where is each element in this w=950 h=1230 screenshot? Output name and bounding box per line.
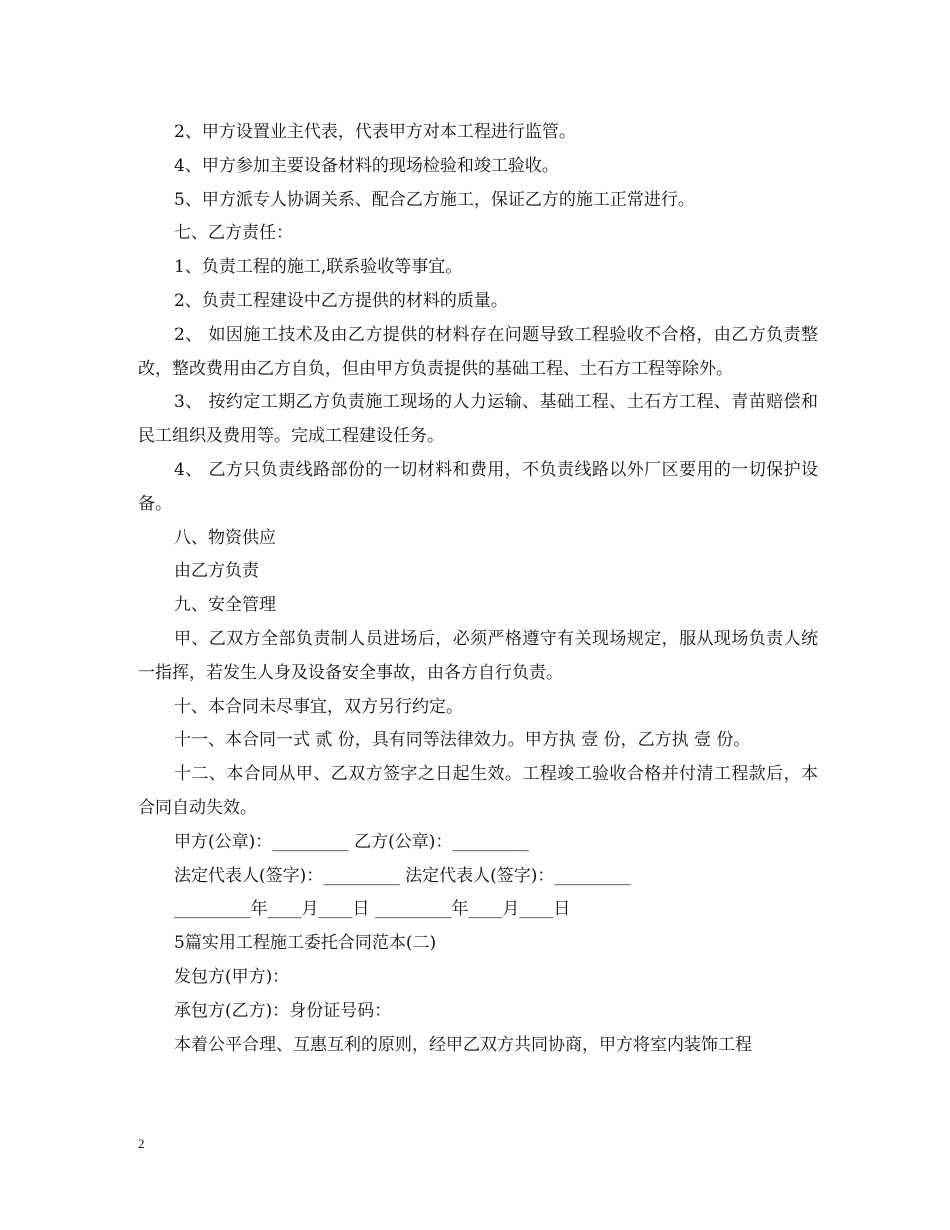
page-number: 2 (138, 1136, 145, 1151)
party-b-line: 承包方(乙方)：身份证号码： (174, 1000, 392, 1021)
paragraph: 2、 如因施工技术及由乙方提供的材料存在问题导致工程验收不合格，由乙方负责整改，整改费用由乙方自负，但由甲方负责提供的基础工程、土石方工程等除外。 (138, 324, 818, 379)
paragraph: 十二、本合同从甲、乙双方签字之日起生效。工程竣工验收合格并付清工程款后，本合同自动失效。 (138, 764, 818, 818)
paragraph: 2、负责工程建设中乙方提供的材料的质量。 (174, 290, 508, 311)
signature-line: 法定代表人(签字)：_________ 法定代表人(签字)：_________ (174, 865, 631, 886)
paragraph: 十一、本合同一式 贰 份，具有同等法律效力。甲方执 壹 份，乙方执 壹 份。 (174, 730, 751, 751)
paragraph: 甲、乙双方全部负责制人员进场后，必须严格遵守有关现场规定，服从现场负责人统一指挥，若发生人身及设备安全事故，由各方自行负责。 (138, 628, 818, 683)
paragraph: 十、本合同未尽事宜，双方另行约定。 (174, 696, 463, 717)
document-body (138, 116, 818, 1062)
section-heading: 八、物资供应 (174, 527, 276, 548)
paragraph: 4、甲方参加主要设备材料的现场检验和竣工验收。 (174, 155, 559, 176)
section-heading: 九、安全管理 (174, 595, 276, 616)
party-a-line: 发包方(甲方)： (174, 966, 290, 987)
document-title: 5篇实用工程施工委托合同范本(二) (174, 933, 437, 954)
date-line: _________年____月____日 _________年____月____日 (174, 899, 571, 920)
paragraph: 1、负责工程的施工,联系验收等事宜。 (174, 257, 463, 278)
paragraph: 本着公平合理、互惠互利的原则，经甲乙双方共同协商，甲方将室内装饰工程 (174, 1034, 752, 1055)
paragraph: 由乙方负责 (174, 561, 259, 582)
paragraph: 4、 乙方只负责线路部份的一切材料和费用，不负责线路以外厂区要用的一切保护设备。 (138, 459, 818, 514)
seal-line: 甲方(公章)：_________ 乙方(公章)：_________ (174, 831, 529, 852)
section-heading: 七、乙方责任： (174, 223, 293, 244)
paragraph: 2、甲方设置业主代表，代表甲方对本工程进行监管。 (174, 122, 576, 142)
paragraph: 3、 按约定工期乙方负责施工现场的人力运输、基础工程、土石方工程、青苗赔偿和民工组织及费用等。完成工程建设任务。 (138, 392, 818, 447)
paragraph: 5、甲方派专人协调关系、配合乙方施工，保证乙方的施工正常进行。 (174, 189, 695, 210)
